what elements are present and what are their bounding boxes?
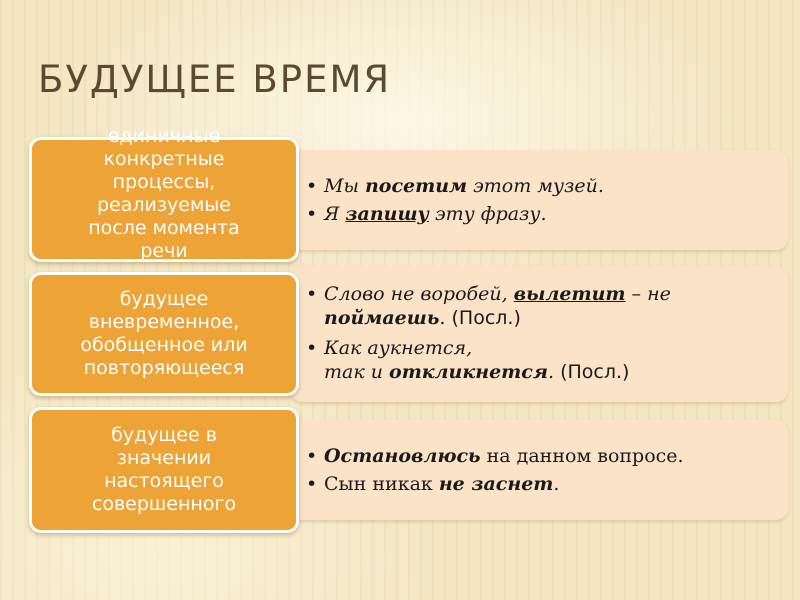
slide-title: БУДУЩЕЕ ВРЕМЯ bbox=[38, 58, 392, 101]
category-text-2: будущее вневременное, обобщенное или повторяющееся bbox=[80, 288, 248, 379]
example-item: • Как аукнется, так и откликнется. (Посл.) bbox=[306, 336, 776, 384]
category-text-1: единичные конкретные процессы, реализуемые после момента речи bbox=[88, 124, 240, 262]
examples-list-2 bbox=[306, 282, 776, 384]
category-label-2 bbox=[29, 272, 299, 396]
example-item: • Слово не воробей, вылетит – не поймаешь. (Посл.) bbox=[306, 282, 776, 330]
category-label-3 bbox=[29, 407, 299, 533]
category-text-3: будущее в значении настоящего совершенного bbox=[91, 424, 237, 515]
example-item: • Мы посетим этот музей. bbox=[306, 174, 776, 198]
examples-list-1 bbox=[306, 174, 776, 226]
example-item: • Я запишу эту фразу. bbox=[306, 202, 776, 226]
category-label-1 bbox=[29, 124, 299, 262]
examples-list-3 bbox=[306, 444, 776, 496]
example-item: • Сын никак не заснет. bbox=[306, 472, 776, 496]
example-item: • Остановлюсь на данном вопросе. bbox=[306, 444, 776, 468]
